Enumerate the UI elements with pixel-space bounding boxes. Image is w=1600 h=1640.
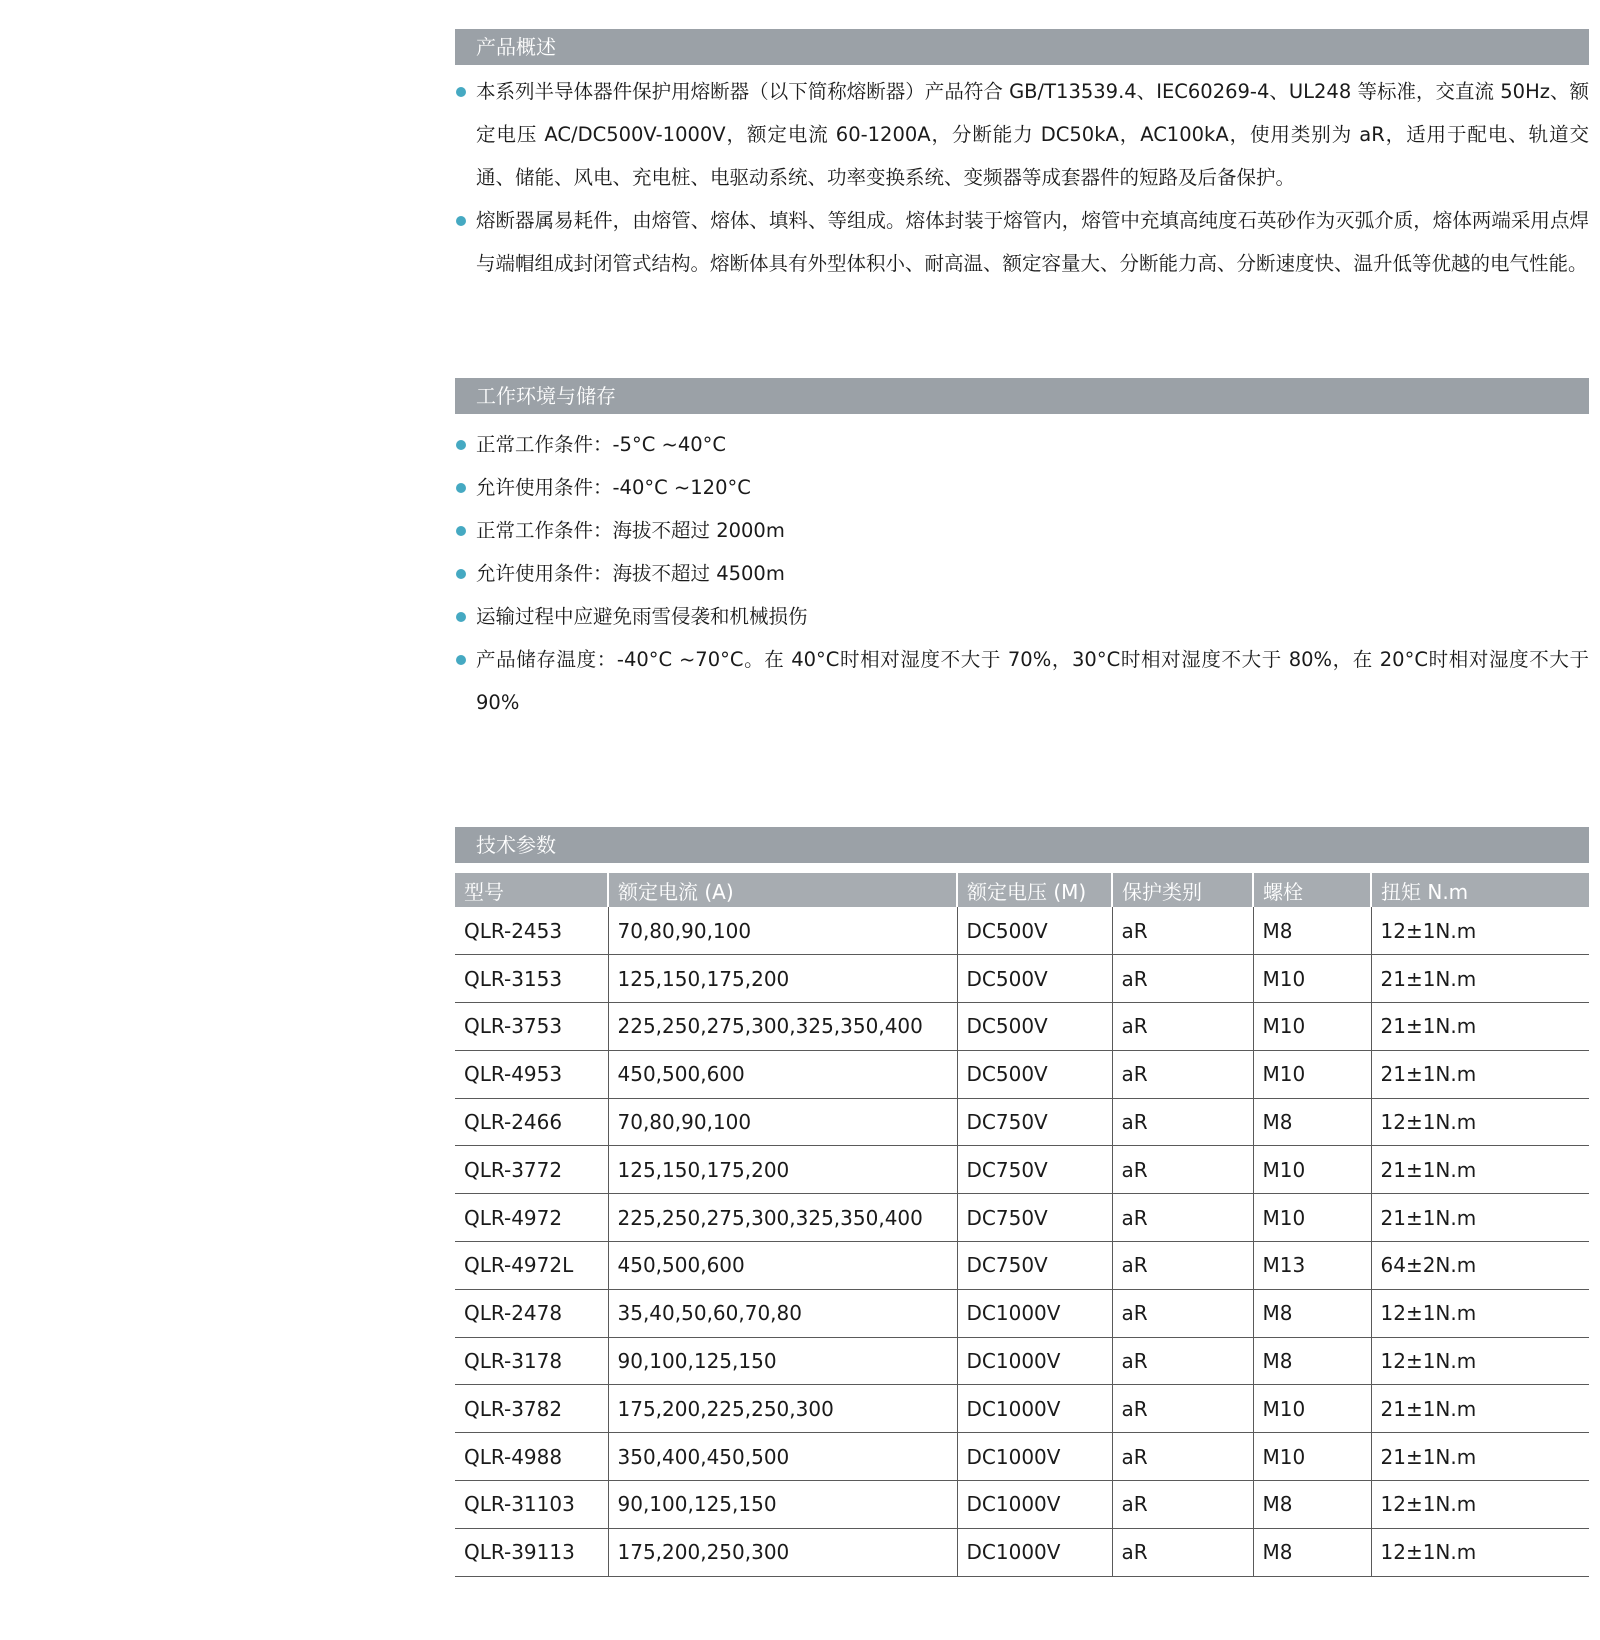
cell-rated-voltage: DC750V <box>957 1242 1112 1290</box>
table-row <box>455 907 1589 955</box>
environment-item: 产品储存温度：-40°C ~70°C。在 40°C时相对湿度不大于 70%，30°C时相对湿度不大于 80%，在 20°C时相对湿度不大于 90% <box>455 638 1589 724</box>
cell-torque: 12±1N.m <box>1371 1528 1589 1576</box>
table-row <box>455 1242 1589 1290</box>
cell-rated-current: 70,80,90,100 <box>608 1098 957 1146</box>
cell-bolt: M10 <box>1253 1194 1371 1242</box>
environment-storage-section <box>455 378 1589 724</box>
cell-rated-current: 175,200,250,300 <box>608 1528 957 1576</box>
cell-protection-class: aR <box>1112 1433 1253 1481</box>
product-overview-list <box>455 70 1589 285</box>
cell-bolt: M10 <box>1253 955 1371 1003</box>
cell-model: QLR-2453 <box>455 907 608 955</box>
cell-protection-class: aR <box>1112 1242 1253 1290</box>
table-row <box>455 1050 1589 1098</box>
table-header-row <box>455 873 1589 907</box>
cell-bolt: M8 <box>1253 1481 1371 1529</box>
cell-model: QLR-39113 <box>455 1528 608 1576</box>
cell-model: QLR-4953 <box>455 1050 608 1098</box>
technical-parameters-table <box>455 873 1589 1577</box>
cell-torque: 21±1N.m <box>1371 955 1589 1003</box>
cell-rated-current: 70,80,90,100 <box>608 907 957 955</box>
cell-torque: 21±1N.m <box>1371 1003 1589 1051</box>
cell-rated-current: 350,400,450,500 <box>608 1433 957 1481</box>
cell-bolt: M13 <box>1253 1242 1371 1290</box>
cell-torque: 12±1N.m <box>1371 907 1589 955</box>
cell-torque: 21±1N.m <box>1371 1433 1589 1481</box>
cell-model: QLR-2478 <box>455 1289 608 1337</box>
cell-rated-current: 90,100,125,150 <box>608 1481 957 1529</box>
cell-rated-current: 175,200,225,250,300 <box>608 1385 957 1433</box>
product-overview-header: 产品概述 <box>455 29 1589 65</box>
cell-rated-current: 450,500,600 <box>608 1050 957 1098</box>
technical-parameters-section <box>455 827 1589 1577</box>
cell-protection-class: aR <box>1112 1194 1253 1242</box>
cell-bolt: M8 <box>1253 1528 1371 1576</box>
table-row <box>455 955 1589 1003</box>
cell-rated-voltage: DC1000V <box>957 1337 1112 1385</box>
environment-item: 正常工作条件：-5°C ~40°C <box>455 423 1589 466</box>
table-header <box>455 873 1589 907</box>
table-row <box>455 1433 1589 1481</box>
table-body <box>455 907 1589 1576</box>
cell-rated-voltage: DC500V <box>957 1003 1112 1051</box>
cell-protection-class: aR <box>1112 1098 1253 1146</box>
table-row <box>455 1385 1589 1433</box>
cell-rated-voltage: DC1000V <box>957 1528 1112 1576</box>
cell-torque: 12±1N.m <box>1371 1289 1589 1337</box>
table-row <box>455 1003 1589 1051</box>
table-row <box>455 1528 1589 1576</box>
header-torque: 扭矩 N.m <box>1371 873 1589 907</box>
product-overview-section <box>455 29 1589 285</box>
cell-bolt: M10 <box>1253 1003 1371 1051</box>
header-rated-current: 额定电流 (A) <box>608 873 957 907</box>
environment-storage-header: 工作环境与储存 <box>455 378 1589 414</box>
cell-bolt: M8 <box>1253 907 1371 955</box>
cell-torque: 12±1N.m <box>1371 1337 1589 1385</box>
cell-rated-voltage: DC750V <box>957 1146 1112 1194</box>
cell-rated-current: 125,150,175,200 <box>608 1146 957 1194</box>
cell-rated-voltage: DC1000V <box>957 1481 1112 1529</box>
table-row <box>455 1194 1589 1242</box>
cell-rated-voltage: DC500V <box>957 1050 1112 1098</box>
environment-item: 允许使用条件：-40°C ~120°C <box>455 466 1589 509</box>
environment-storage-list <box>455 423 1589 724</box>
header-protection-class: 保护类别 <box>1112 873 1253 907</box>
cell-model: QLR-3753 <box>455 1003 608 1051</box>
cell-protection-class: aR <box>1112 1385 1253 1433</box>
cell-torque: 21±1N.m <box>1371 1194 1589 1242</box>
environment-item: 正常工作条件：海拔不超过 2000m <box>455 509 1589 552</box>
cell-bolt: M10 <box>1253 1433 1371 1481</box>
cell-rated-voltage: DC1000V <box>957 1289 1112 1337</box>
table-row <box>455 1146 1589 1194</box>
cell-torque: 64±2N.m <box>1371 1242 1589 1290</box>
table-row <box>455 1481 1589 1529</box>
cell-protection-class: aR <box>1112 1003 1253 1051</box>
cell-bolt: M10 <box>1253 1385 1371 1433</box>
cell-bolt: M8 <box>1253 1289 1371 1337</box>
cell-protection-class: aR <box>1112 1528 1253 1576</box>
cell-rated-current: 125,150,175,200 <box>608 955 957 1003</box>
table-row <box>455 1289 1589 1337</box>
cell-protection-class: aR <box>1112 955 1253 1003</box>
table-row <box>455 1337 1589 1385</box>
cell-bolt: M10 <box>1253 1146 1371 1194</box>
cell-protection-class: aR <box>1112 907 1253 955</box>
cell-rated-voltage: DC1000V <box>957 1433 1112 1481</box>
environment-item: 运输过程中应避免雨雪侵袭和机械损伤 <box>455 595 1589 638</box>
cell-rated-voltage: DC500V <box>957 907 1112 955</box>
cell-torque: 21±1N.m <box>1371 1146 1589 1194</box>
cell-torque: 21±1N.m <box>1371 1050 1589 1098</box>
cell-protection-class: aR <box>1112 1050 1253 1098</box>
cell-bolt: M8 <box>1253 1337 1371 1385</box>
document-content <box>455 29 1589 1577</box>
overview-item: 本系列半导体器件保护用熔断器（以下简称熔断器）产品符合 GB/T13539.4、IEC60269-4、UL248 等标准，交直流 50Hz、额定电压 AC/DC500V-1000V，额定电流 60-1200A，分断能力 DC50kA，AC100kA，使用类别为 aR，适用于配电、轨道交通、储能、风电、充电桩、电驱动系统、功率变换系统、变频器等成套器件的短路及后备保护。 <box>455 70 1589 199</box>
header-rated-voltage: 额定电压 (M) <box>957 873 1112 907</box>
cell-model: QLR-3782 <box>455 1385 608 1433</box>
header-bolt: 螺栓 <box>1253 873 1371 907</box>
overview-item: 熔断器属易耗件，由熔管、熔体、填料、等组成。熔体封装于熔管内，熔管中充填高纯度石英砂作为灭弧介质，熔体两端采用点焊与端帽组成封闭管式结构。熔断体具有外型体积小、耐高温、额定容量大、分断能力高、分断速度快、温升低等优越的电气性能。 <box>455 199 1589 285</box>
cell-model: QLR-3153 <box>455 955 608 1003</box>
cell-rated-current: 450,500,600 <box>608 1242 957 1290</box>
cell-torque: 12±1N.m <box>1371 1098 1589 1146</box>
header-model: 型号 <box>455 873 608 907</box>
cell-model: QLR-31103 <box>455 1481 608 1529</box>
cell-model: QLR-3178 <box>455 1337 608 1385</box>
cell-bolt: M8 <box>1253 1098 1371 1146</box>
cell-rated-voltage: DC750V <box>957 1194 1112 1242</box>
environment-item: 允许使用条件：海拔不超过 4500m <box>455 552 1589 595</box>
technical-parameters-header: 技术参数 <box>455 827 1589 863</box>
cell-rated-voltage: DC750V <box>957 1098 1112 1146</box>
table-row <box>455 1098 1589 1146</box>
cell-model: QLR-4988 <box>455 1433 608 1481</box>
cell-rated-voltage: DC1000V <box>957 1385 1112 1433</box>
cell-bolt: M10 <box>1253 1050 1371 1098</box>
cell-model: QLR-2466 <box>455 1098 608 1146</box>
cell-protection-class: aR <box>1112 1146 1253 1194</box>
cell-torque: 12±1N.m <box>1371 1481 1589 1529</box>
cell-protection-class: aR <box>1112 1337 1253 1385</box>
cell-rated-voltage: DC500V <box>957 955 1112 1003</box>
cell-torque: 21±1N.m <box>1371 1385 1589 1433</box>
cell-model: QLR-4972 <box>455 1194 608 1242</box>
cell-model: QLR-4972L <box>455 1242 608 1290</box>
cell-rated-current: 225,250,275,300,325,350,400 <box>608 1194 957 1242</box>
cell-protection-class: aR <box>1112 1289 1253 1337</box>
cell-protection-class: aR <box>1112 1481 1253 1529</box>
cell-model: QLR-3772 <box>455 1146 608 1194</box>
cell-rated-current: 225,250,275,300,325,350,400 <box>608 1003 957 1051</box>
cell-rated-current: 90,100,125,150 <box>608 1337 957 1385</box>
cell-rated-current: 35,40,50,60,70,80 <box>608 1289 957 1337</box>
